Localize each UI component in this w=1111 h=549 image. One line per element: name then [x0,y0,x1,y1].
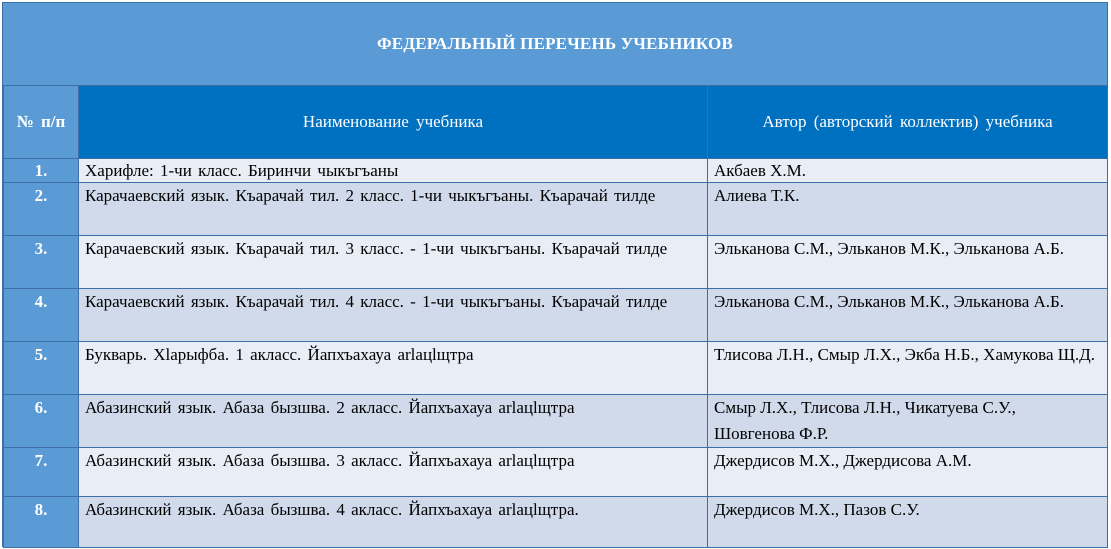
table-row [4,159,1108,183]
textbook-author: Алиева Т.К. [708,183,1108,236]
table-row [4,448,1108,497]
row-number: 7. [4,448,79,497]
textbook-author: Эльканова С.М., Эльканов М.К., Эльканова А.Б. [708,236,1108,289]
table-title: ФЕДЕРАЛЬНЫЙ ПЕРЕЧЕНЬ УЧЕБНИКОВ [3,3,1107,86]
textbook-name: Абазинский язык. Абаза бызшва. 4 акласс. Йапхъахауа аrlацlщтра. [79,497,708,548]
table-row [4,183,1108,236]
row-number: 8. [4,497,79,548]
textbook-author: Тлисова Л.Н., Смыр Л.Х., Экба Н.Б., Хамукова Щ.Д. [708,342,1108,395]
textbook-name: Букварь. Хlарыфба. 1 акласс. Йапхъахауа аrlацlщтра [79,342,708,395]
textbook-grid [3,86,1108,548]
textbook-name: Карачаевский язык. Къарачай тил. 4 класс. - 1-чи чыкъгъаны. Къарачай тилде [79,289,708,342]
table-row [4,236,1108,289]
textbook-author: Смыр Л.Х., Тлисова Л.Н., Чикатуева С.У., Шовгенова Ф.Р. [708,395,1108,448]
textbook-name: Карачаевский язык. Къарачай тил. 2 класс. 1-чи чыкъгъаны. Къарачай тилде [79,183,708,236]
header-author: Автор (авторский коллектив) учебника [708,86,1108,159]
row-number: 6. [4,395,79,448]
table-row [4,497,1108,548]
table-row [4,289,1108,342]
header-num: № п/п [4,86,79,159]
textbook-name: Харифле: 1-чи класс. Биринчи чыкъгъаны [79,159,708,183]
textbook-name: Карачаевский язык. Къарачай тил. 3 класс. - 1-чи чыкъгъаны. Къарачай тилде [79,236,708,289]
textbook-name: Абазинский язык. Абаза бызшва. 2 акласс. Йапхъахауа аrlацlщтра [79,395,708,448]
textbook-author: Эльканова С.М., Эльканов М.К., Эльканова А.Б. [708,289,1108,342]
textbook-list-table [2,2,1108,547]
textbook-author: Джердисов М.Х., Джердисова А.М. [708,448,1108,497]
row-number: 3. [4,236,79,289]
row-number: 1. [4,159,79,183]
row-number: 2. [4,183,79,236]
table-row [4,342,1108,395]
row-number: 4. [4,289,79,342]
textbook-author: Джердисов М.Х., Пазов С.У. [708,497,1108,548]
table-row [4,395,1108,448]
header-row [4,86,1108,159]
header-name: Наименование учебника [79,86,708,159]
textbook-author: Акбаев Х.М. [708,159,1108,183]
textbook-name: Абазинский язык. Абаза бызшва. 3 акласс. Йапхъахауа аrlацlщтра [79,448,708,497]
row-number: 5. [4,342,79,395]
